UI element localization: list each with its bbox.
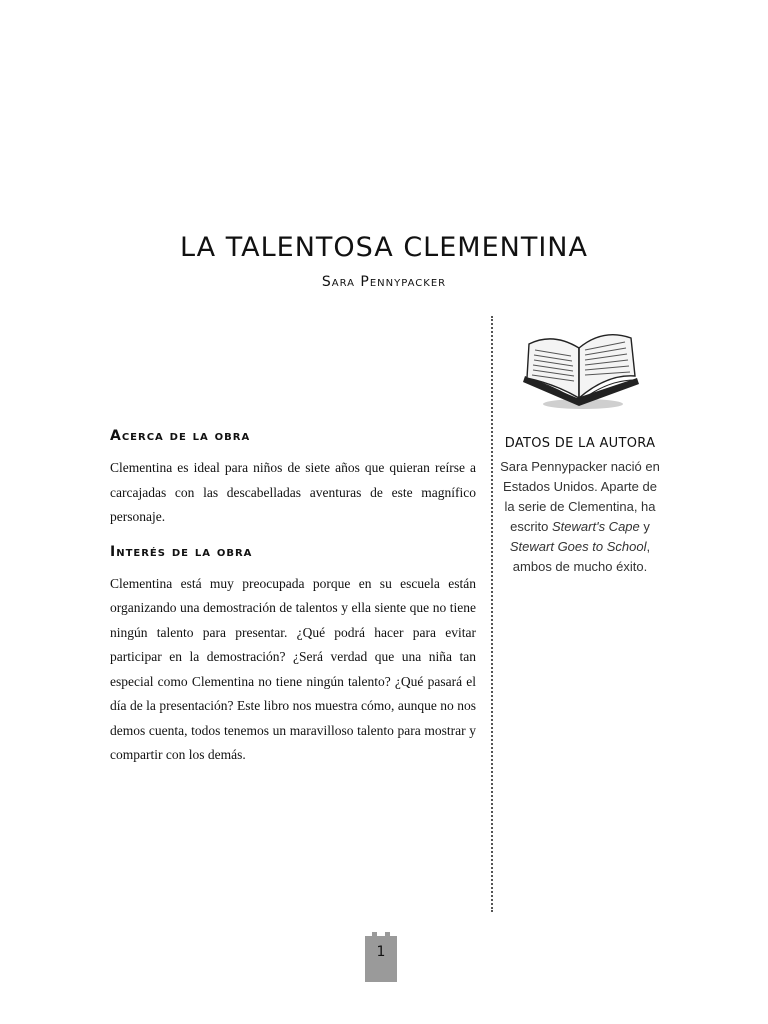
author-name: Sara Pennypacker [321, 274, 447, 290]
section-heading-interest: Interés de la obra [110, 543, 253, 560]
author-bio-text-2: y [639, 519, 650, 534]
page-number: 1 [376, 944, 386, 960]
open-book-icon [515, 318, 645, 414]
author-bio-text-1: Sara Pennypacker nació en Estados Unidos. Aparte de la serie de Clementina, ha escrito [500, 459, 660, 534]
author-sidebar [498, 318, 662, 577]
page-title: LA TALENTOSA CLEMENTINA [180, 232, 588, 263]
section-heading-about: Acerca de la obra [110, 428, 251, 444]
main-column [110, 428, 476, 782]
book-title-stewarts-cape: Stewart's Cape [552, 519, 640, 534]
dotted-divider [491, 316, 493, 912]
section-body-about: Clementina es ideal para niños de siete años que quieran reírse a carcajadas con las descabelladas aventuras de este magnífico personaje. [110, 460, 476, 524]
section-body-interest: Clementina está muy preocupada porque en su escuela están organizando una demostración de talentos y ella siente que no tiene ningún talento para presentar. ¿Qué podrá hacer para evitar participar en la demostración? ¿Será verdad que una niña tan especial como Clementina no tiene ningún talento? ¿Qué pasará el día de la presentación? Este libro nos muestra cómo, aunque no nos demos cuenta, todos tenemos un maravilloso talento para mostrar y compartir con los demás. [110, 575, 476, 762]
sidebar-heading: DATOS DE LA AUTORA [504, 436, 656, 451]
book-title-stewart-goes-to-school: Stewart Goes to School [509, 539, 647, 554]
author-bio [498, 457, 662, 577]
author-bio-text-3: , ambos de mucho éxito. [512, 539, 651, 574]
